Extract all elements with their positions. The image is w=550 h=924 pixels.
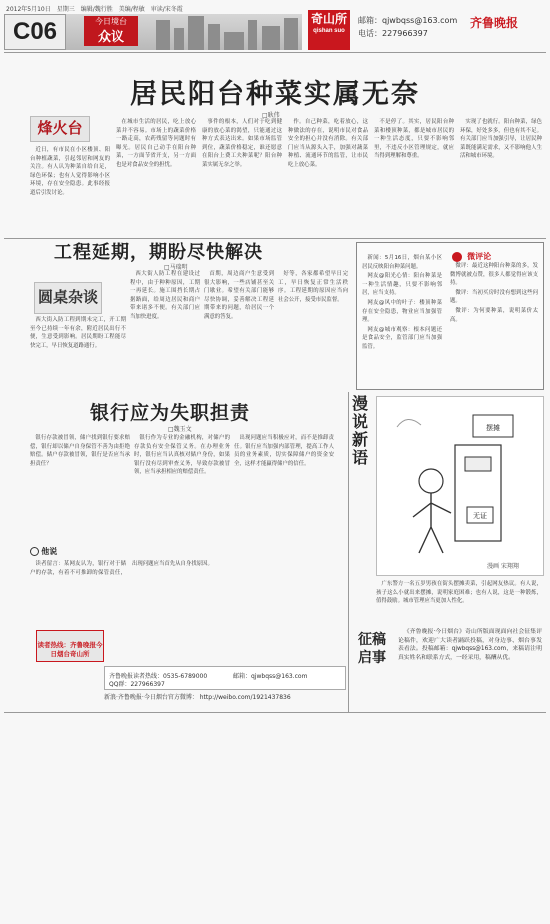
lead-column-2 bbox=[116, 118, 196, 234]
bank-byline: □魏玉文 bbox=[168, 426, 192, 433]
section-name: 众议 bbox=[84, 28, 138, 46]
bank-paragraph: 银行存款被冒领，储户找到银行要求赔偿，银行却以储户自身保管不善为由拒绝赔偿。储户存款被冒领，银行是否应当承担责任？ bbox=[30, 435, 130, 467]
extension-paragraph: 西大街人防工程在建设过程中，由于种种原因，工期一再延长。施工围挡长期占据路面，给周边居民和商户带来诸多不便。有关部门应当加快进度。 bbox=[130, 271, 200, 320]
bank-title: 银行应为失职担责 bbox=[90, 403, 251, 424]
lead-paragraph: 作。自己种菜，吃着放心，这种做法的存在，说明市民对食品安全的担心并没有消除。有关部门应当从源头入手，加强对蔬菜种植、流通环节的监管，让市民吃上放心菜。 bbox=[288, 119, 368, 168]
column-badge-roundtable bbox=[34, 282, 102, 314]
comic-title: 漫说新语 bbox=[352, 396, 369, 467]
page-code: C06 bbox=[4, 14, 66, 50]
lead-column-4 bbox=[288, 118, 368, 234]
weibo-label: 新浪·齐鲁晚报·今日烟台官方微博： bbox=[104, 694, 198, 701]
bank-column-3 bbox=[234, 434, 334, 528]
contact-email: 邮箱：qjwbqss@163.com bbox=[358, 16, 458, 25]
roundtable-badge-text: 圆桌杂谈 bbox=[37, 290, 98, 306]
dateline: 2012年5月10日 星期三 编辑/魏行胜 美编/程敏 审读/宋冬霞 bbox=[6, 6, 183, 13]
weibo-url[interactable]: http://weibo.com/1921437836 bbox=[199, 694, 291, 701]
notice-text bbox=[398, 628, 542, 708]
qishansuo-logo bbox=[308, 10, 350, 50]
lead-column-5 bbox=[374, 118, 454, 234]
lead-paragraph: 近日，有市民在小区楼顶、阳台种植蔬菜，引起邻居和网友的关注。有人认为种菜自给自足，绿色环保；也有人觉得影响小区环境，存在安全隐患。此事经报道后引发讨论。 bbox=[30, 147, 110, 196]
micro-comment-item: 微评：最近这种阳台种菜的多，发微博就被点赞，很多人都觉得应该支持。 bbox=[450, 263, 538, 287]
comic-label-top: 摆摊 bbox=[486, 424, 500, 432]
fire-badge-text: 烽火台 bbox=[37, 121, 83, 137]
column-divider bbox=[348, 392, 349, 712]
logo-subtext: qishan suo bbox=[313, 28, 345, 34]
he-shuo-title bbox=[30, 546, 57, 557]
comic-text bbox=[376, 580, 542, 616]
micro-comment-title: 微评论 bbox=[467, 252, 492, 261]
microblog-item: 网友@城市观察：根本问题还是食品安全，监管部门应当加强监管。 bbox=[362, 326, 442, 350]
he-shuo-paragraph: 读者留言：某网友认为，银行对于储户的存款，有着不可推卸的保管责任，出现问题应当首先从自身找原因。 bbox=[30, 561, 213, 576]
hotline-stamp-text: 读者热线：齐鲁晚报今日烟台奇山所 bbox=[37, 642, 103, 658]
comic-caption: 漫画 宋翔翔 bbox=[487, 563, 519, 570]
microblog-item: 网友@阳光心情：阳台种菜是一种生活情趣，只要不影响邻居，应当支持。 bbox=[362, 273, 442, 297]
bottom-contact-ad bbox=[104, 666, 346, 690]
qq-line: QQ群：227966397 bbox=[109, 681, 165, 688]
extension-paragraph: 西大街入防工程到期未完工，开工期至今已持续一年有余，附近居民出行不便，生意受到影响。居民期盼工程能尽快完工，早日恢复道路通行。 bbox=[30, 317, 126, 349]
microblog-column bbox=[362, 254, 442, 384]
bank-column-2 bbox=[134, 434, 230, 528]
extension-column-2 bbox=[130, 270, 200, 388]
bank-paragraph: 出现问题应当积极应对，而不是推卸责任。银行应当加强内部管理，提高工作人员的业务素质，切实保障储户的资金安全，这样才能赢得储户的信任。 bbox=[234, 435, 334, 467]
newspaper-brand: 齐鲁晚报 bbox=[470, 16, 519, 30]
lead-paragraph: 事件的根本，人们对于吃到健康的放心菜的渴望，只能通过这种方式表达出来。如果市场监管到位，蔬菜价格稳定，谁还愿意在阳台上费工夫种菜呢？阳台种菜实属无奈之举。 bbox=[202, 119, 282, 168]
weibo-line bbox=[104, 692, 291, 701]
micro-comment-item: 微评：为何要种菜，说明菜价太高。 bbox=[450, 307, 538, 323]
comic-paragraph: 广东警方一名五岁男孩在街头摆摊卖菜，引起网友热议。有人说，孩子这么小就出来摆摊，说明家庭困难；也有人说，这是一种锻炼，值得鼓励。城市管理应当更加人性化。 bbox=[376, 581, 542, 605]
lead-byline: □耿伟 bbox=[262, 112, 280, 119]
bank-column-1 bbox=[30, 434, 130, 528]
comic-illustration bbox=[376, 396, 544, 576]
column-badge-fire bbox=[30, 116, 90, 142]
lead-paragraph: 在城市生活的居民，吃上放心菜并不容易。市场上的蔬菜价格一路走高，农药残留等问题时有曝光。居民自己动手在阳台种菜，一方面节省开支，另一方面也是对食品安全的担忧。 bbox=[116, 119, 196, 168]
notice-title: 征稿启事 bbox=[358, 631, 386, 665]
header-rule bbox=[4, 52, 546, 53]
speech-bubble-icon bbox=[452, 252, 462, 262]
extension-byline: □马瑞明 bbox=[164, 264, 188, 271]
lead-headline: 居民阳台种菜实属无奈 bbox=[130, 79, 420, 109]
micro-comment-item: 微评：当初买房时没有想到这些问题。 bbox=[450, 289, 538, 305]
he-shuo-text bbox=[30, 560, 330, 622]
extension-title: 工程延期，期盼尽快解决 bbox=[54, 242, 263, 262]
extension-paragraph: 好等，各家都希望早日完工，早日恢复正常生活秩序。工程延期的原因应当向社会公开，接受市民监督。 bbox=[278, 271, 348, 303]
comic-label-bottom: 无证 bbox=[473, 512, 487, 520]
micro-comment-column bbox=[450, 262, 538, 384]
microblog-item: 网友@风中的叶子：楼顶种菜存在安全隐患，物业应当加强管理。 bbox=[362, 299, 442, 324]
microblog-intro: 新闻：5月16日，烟台某小区居民反映阳台种菜问题。 bbox=[362, 255, 442, 270]
section-tag: 今日境台 bbox=[84, 16, 138, 28]
extension-paragraph: 首期，周边商户生意受到很大影响，一些店铺甚至关门歇业。希望有关部门能够尽快协调，妥善解决工程延期带来的问题，给居民一个满意的答复。 bbox=[204, 271, 274, 320]
email-line: 邮箱：qjwbqss@163.com bbox=[233, 673, 308, 680]
micro-comment-badge bbox=[452, 246, 512, 261]
contact-phone: 电话：227966397 bbox=[358, 29, 428, 38]
lead-column-1 bbox=[30, 146, 110, 234]
hotline-line: 齐鲁晚报读者热线：0535-6789000 bbox=[109, 673, 208, 680]
page-bottom-rule bbox=[4, 712, 546, 713]
lead-paragraph: 不是停了。其实，居民阳台种菜和楼顶种菜，都是城市居民的一种生活态度，只要不影响邻里，不违反小区管理规定，就应当得到理解和尊重。 bbox=[374, 119, 454, 160]
lead-column-6 bbox=[460, 118, 542, 234]
logo-text: 奇山所 bbox=[310, 12, 347, 26]
lead-column-3 bbox=[202, 118, 282, 234]
notice-paragraph: 《齐鲁晚报·今日烟台》奇山所版面现面向社会征集评论稿件，欢迎广大读者踊跃投稿，对身边事、烟台事发表看法。投稿邮箱：qjwbqss@163.com，来稿请注明真实姓名和联系方式，一经采用，稿酬从优。 bbox=[398, 629, 542, 661]
contact-info bbox=[358, 14, 457, 40]
readers-hotline-stamp bbox=[36, 630, 104, 662]
extension-column-3 bbox=[204, 270, 274, 388]
lead-paragraph: 实现了也就行。阳台种菜，绿色环保，好处多多，但也有其不足。有关部门应当加强引导，让居民种菜既能满足需求，又不影响他人生活和城市环境。 bbox=[460, 119, 542, 160]
speech-icon bbox=[30, 547, 39, 556]
extension-column-1 bbox=[30, 316, 126, 388]
bank-paragraph: 银行作为专业的金融机构，对储户的存款负有安全保管义务。在办理业务时，银行应当认真核对储户身份，如果银行没有尽到审查义务，导致存款被冒领，应当承担相应的赔偿责任。 bbox=[134, 435, 230, 476]
extension-column-4 bbox=[278, 270, 348, 388]
comic-drawing bbox=[377, 397, 543, 575]
header-banner bbox=[66, 14, 302, 50]
he-shuo-label: 他说 bbox=[41, 547, 58, 556]
